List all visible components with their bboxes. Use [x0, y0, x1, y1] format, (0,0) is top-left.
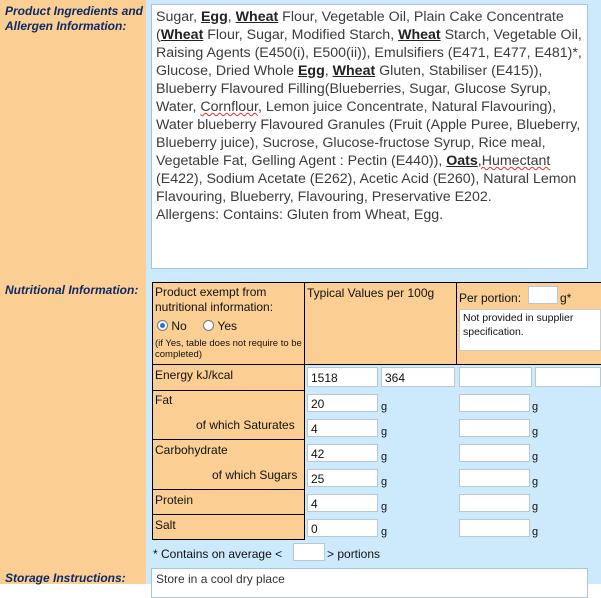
unit-label: g [381, 426, 388, 438]
allergen-highlight: Wheat [332, 63, 376, 79]
saturates-value-input[interactable]: 4 [307, 419, 378, 437]
nutrient-label: Protein [155, 493, 194, 507]
ingredient-text-segment: Flour, Vegetable Oil, Plain Cake Concentrate ( [156, 9, 564, 43]
ingredient-text-segment: , [324, 63, 333, 79]
salt-value-input[interactable]: 0 [307, 519, 378, 537]
ingredient-text-segment: Gluten, Stabiliser (E415)), Blueberry Flavoured Filling(Blueberries, Sugar, Glucose Syrup, Water, [156, 63, 552, 115]
nutrient-label: of which Saturates [196, 418, 295, 432]
portion-size-input[interactable] [528, 286, 558, 304]
storage-text: Store in a cool dry place [156, 572, 285, 586]
allergen-highlight: Wheat [235, 9, 279, 25]
allergen-highlight: Wheat [160, 27, 204, 43]
ingredient-text-segment: , [227, 9, 236, 25]
protein-value-input[interactable]: 4 [307, 494, 378, 512]
ingredient-text-segment: , Lemon juice Concentrate, Natural Flavouring), Water blueberry Flavoured Granules (Fruit (Apple Puree, Blueberry, Blueberry juice), Sucrose, Glucose-fructose Syrup, Rice meal, Vegetable Fat, Gelling Agent : Pectin (E440)), [156, 99, 581, 169]
ingredients-label: Product Ingredients and Allergen Information: [5, 4, 144, 33]
unit-label: g [532, 451, 539, 463]
exempt-radio-group [157, 319, 237, 333]
ingredient-text-segment: (E422), Sodium Acetate (E262), Acetic Acid (E260), Natural Lemon Flavouring, Blueberry, Flavouring, Preservative E202. [156, 171, 577, 205]
not-provided-note: Not provided in supplier specification. [459, 309, 601, 351]
fat-value-input[interactable]: 20 [307, 394, 378, 412]
allergen-highlight: Wheat [398, 27, 441, 43]
nutrient-label: of which Sugars [212, 468, 298, 482]
unit-label: g [381, 401, 388, 413]
nutrient-label: Fat [155, 393, 173, 407]
unit-label: g [381, 476, 388, 488]
ingredient-text-segment: Flour, Sugar, Modified Starch, [203, 27, 399, 43]
portion-unit: g* [560, 291, 572, 305]
unit-label: g [532, 501, 539, 513]
unit-label: g [532, 476, 539, 488]
unit-label: g [532, 526, 539, 538]
portion-fat-input[interactable] [459, 394, 530, 412]
ingredients-textarea[interactable] [151, 4, 588, 269]
carbohydrate-value-input[interactable]: 42 [307, 444, 378, 462]
nutrient-label: Salt [155, 518, 176, 532]
radio-yes-label: Yes [217, 319, 238, 333]
radio-no[interactable] [157, 320, 168, 331]
radio-no-label: No [171, 319, 187, 333]
allergen-highlight: Oats [446, 153, 478, 169]
unit-label: g [532, 401, 539, 413]
portion-protein-input[interactable] [459, 494, 530, 512]
unit-label: g [381, 451, 388, 463]
portion-salt-input[interactable] [459, 519, 530, 537]
unit-label: g [381, 526, 388, 538]
allergens-text: Allergens: Contains: Gluten from Wheat, Egg. [156, 207, 444, 223]
portion-energy-kj-input[interactable] [459, 367, 532, 387]
energy-kj-input[interactable]: 1518 [307, 367, 378, 387]
portion-carbohydrate-input[interactable] [459, 444, 530, 462]
energy-label: Energy kJ/kcal [155, 368, 234, 382]
sugars-value-input[interactable]: 25 [307, 469, 378, 487]
allergen-highlight: Egg [200, 9, 228, 25]
allergen-highlight: Egg [297, 63, 325, 79]
portion-saturates-input[interactable] [459, 419, 530, 437]
nutrient-label: Carbohydrate [155, 443, 228, 457]
portion-label: Per portion: [459, 291, 522, 305]
spellcheck-word: ,Humectant [477, 153, 551, 169]
energy-kcal-input[interactable]: 364 [381, 367, 455, 387]
portions-suffix: > portions [327, 547, 381, 561]
storage-textarea[interactable] [151, 568, 588, 598]
exempt-label: Product exempt from nutritional information: [155, 285, 274, 314]
spellcheck-word: Cornflour [200, 99, 258, 115]
unit-label: g [381, 501, 388, 513]
ingredient-text-segment: Starch, Vegetable Oil, Raising Agents (E450(i), E500(ii)), Emulsifiers (E471, E477, E481)*, Glucose, Dried Whole [156, 27, 582, 79]
exempt-note: (if Yes, table does not require to be completed) [155, 338, 302, 360]
ingredient-text-segment: Sugar, [156, 9, 201, 25]
ingredients-text [156, 9, 582, 205]
portions-count-input[interactable] [293, 543, 325, 561]
portions-prefix: * Contains on average < [153, 547, 283, 561]
radio-yes[interactable] [203, 320, 214, 331]
unit-label: g [532, 426, 539, 438]
typical-values-header: Typical Values per 100g [307, 286, 435, 300]
portion-energy-kcal-input[interactable] [535, 367, 601, 387]
storage-label: Storage Instructions: [5, 571, 126, 585]
portion-sugars-input[interactable] [459, 469, 530, 487]
nutrition-label: Nutritional Information: [5, 283, 139, 297]
